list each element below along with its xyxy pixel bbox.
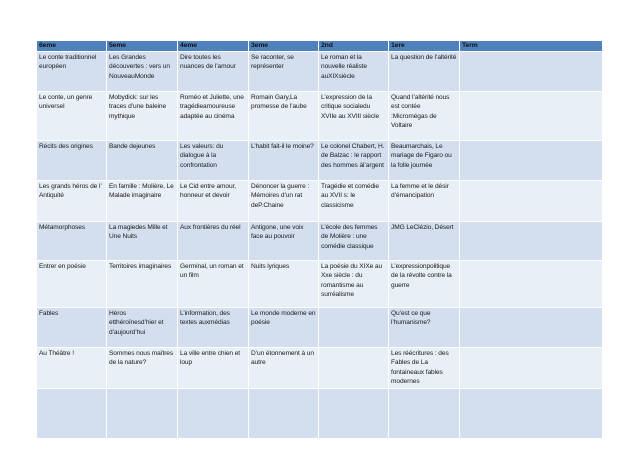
- header-cell: 3eme: [249, 41, 319, 52]
- table-cell: [178, 388, 249, 438]
- table-cell: [460, 308, 603, 348]
- table-cell: [460, 348, 603, 389]
- table-cell: [460, 52, 603, 92]
- table-cell: [460, 92, 603, 141]
- table-cell: Beaumarchais, Le mariage de Figaro ou la folle journée: [389, 141, 460, 181]
- table-cell: Antigone, une voix face au pouvoir: [249, 222, 319, 261]
- table-cell: JMG LeClézio, Désert: [389, 222, 460, 261]
- table-cell: [460, 141, 603, 181]
- table-row: [37, 141, 603, 181]
- table-cell: Le roman et la nouvelle réaliste auXIXsiècle: [319, 52, 389, 92]
- curriculum-table: [36, 40, 603, 439]
- table-row: [37, 181, 603, 222]
- table-cell: [107, 388, 178, 438]
- table-cell: Dénoncer la guerre : Mémoires d’un rat deP.Chaine: [249, 181, 319, 222]
- table-cell: Le colonel Chabert, H. de Balzac : le rapport des hommes àl’argent: [319, 141, 389, 181]
- table-cell: Entrer en poésie: [37, 261, 107, 308]
- table-cell: Dire toutes les nuances de l’amour: [178, 52, 249, 92]
- table-row: [37, 92, 603, 141]
- table-cell: [319, 388, 389, 438]
- table-cell: L’expression de la critique socialedu XVIIe au XVIII siècle: [319, 92, 389, 141]
- table-cell: Héros etthéroïnesd’hier et d’aujourd’hui: [107, 308, 178, 348]
- table-cell: Tragédie et comédie au XVII s: le classicisme: [319, 181, 389, 222]
- table-cell: [460, 388, 603, 438]
- table-cell: Territoires imaginaires: [107, 261, 178, 308]
- table-row: [37, 52, 603, 92]
- table-cell: Se raconter, se représenter: [249, 52, 319, 92]
- table-cell: La ville entre chien et loup: [178, 348, 249, 389]
- table-row: [37, 388, 603, 438]
- table-row: [37, 261, 603, 308]
- table-cell: Métamorphoses: [37, 222, 107, 261]
- header-cell: 6eme: [37, 41, 107, 52]
- table-cell: Le conte, un genre universel: [37, 92, 107, 141]
- table-cell: En famille : Molière, Le Malade imaginaire: [107, 181, 178, 222]
- table-cell: [319, 348, 389, 389]
- table-cell: Au Théâtre !: [37, 348, 107, 389]
- table-cell: La poésie du XIXe au Xxe siècle : du romantisme au surréalisme: [319, 261, 389, 308]
- table-row: [37, 222, 603, 261]
- table-row: [37, 308, 603, 348]
- table-cell: La femme et le désir d’émancipation: [389, 181, 460, 222]
- table-cell: [460, 222, 603, 261]
- table-cell: Le conte traditionnel européen: [37, 52, 107, 92]
- table-cell: L’école des femmes de Molière : une comédie classique: [319, 222, 389, 261]
- table-cell: Les valeurs: du dialogue à la confrontation: [178, 141, 249, 181]
- table-cell: Bande dejeunes: [107, 141, 178, 181]
- table-cell: Récits des origines: [37, 141, 107, 181]
- table-cell: D’un étonnement à un autre: [249, 348, 319, 389]
- table-cell: Aux frontières du réel: [178, 222, 249, 261]
- table-cell: Les réécritures : des Fables de La fontaineaux fables modernes: [389, 348, 460, 389]
- table-cell: [319, 308, 389, 348]
- table-cell: Nuits lyriques: [249, 261, 319, 308]
- table-cell: Quand l’altérité nous est contée :Micromégas de Voltaire: [389, 92, 460, 141]
- table-cell: Le monde moderne en poésie: [249, 308, 319, 348]
- header-cell: 5eme: [107, 41, 178, 52]
- table-cell: Les grands héros de l’ Antiquité: [37, 181, 107, 222]
- table-cell: L’information, des textes auxmédias: [178, 308, 249, 348]
- table-cell: Fables: [37, 308, 107, 348]
- table-cell: La magiedes Mille et Une Nuits: [107, 222, 178, 261]
- table-cell: Mobydick: sur les traces d’une baleine mythique: [107, 92, 178, 141]
- table-cell: Les Grandes découvertes : vers un NouveauMonde: [107, 52, 178, 92]
- table-row: [37, 348, 603, 389]
- table-cell: [389, 388, 460, 438]
- header-row: [37, 41, 603, 52]
- table-cell: L’expressionpolitique de la révolte contre la guerre: [389, 261, 460, 308]
- table-cell: Sommes nous maîtres de la nature?: [107, 348, 178, 389]
- table-cell: L’habit fait-il le moine?: [249, 141, 319, 181]
- table-cell: La question de l’altérité: [389, 52, 460, 92]
- table-cell: Qu’est ce que l’humanisme?: [389, 308, 460, 348]
- table-cell: Romain Gary,La promesse de l’aube: [249, 92, 319, 141]
- table-cell: [460, 181, 603, 222]
- table-cell: [460, 261, 603, 308]
- table-cell: Germinal, un roman et un film: [178, 261, 249, 308]
- table-cell: Le Cid entre amour, honneur et devoir: [178, 181, 249, 222]
- header-cell: 2nd: [319, 41, 389, 52]
- table-cell: Roméo et Juliette, une tragédieamoureuse adaptée au cinéma: [178, 92, 249, 141]
- table-cell: [37, 388, 107, 438]
- table-cell: [249, 388, 319, 438]
- header-cell: 1ere: [389, 41, 460, 52]
- header-cell: 4eme: [178, 41, 249, 52]
- header-cell: Term: [460, 41, 603, 52]
